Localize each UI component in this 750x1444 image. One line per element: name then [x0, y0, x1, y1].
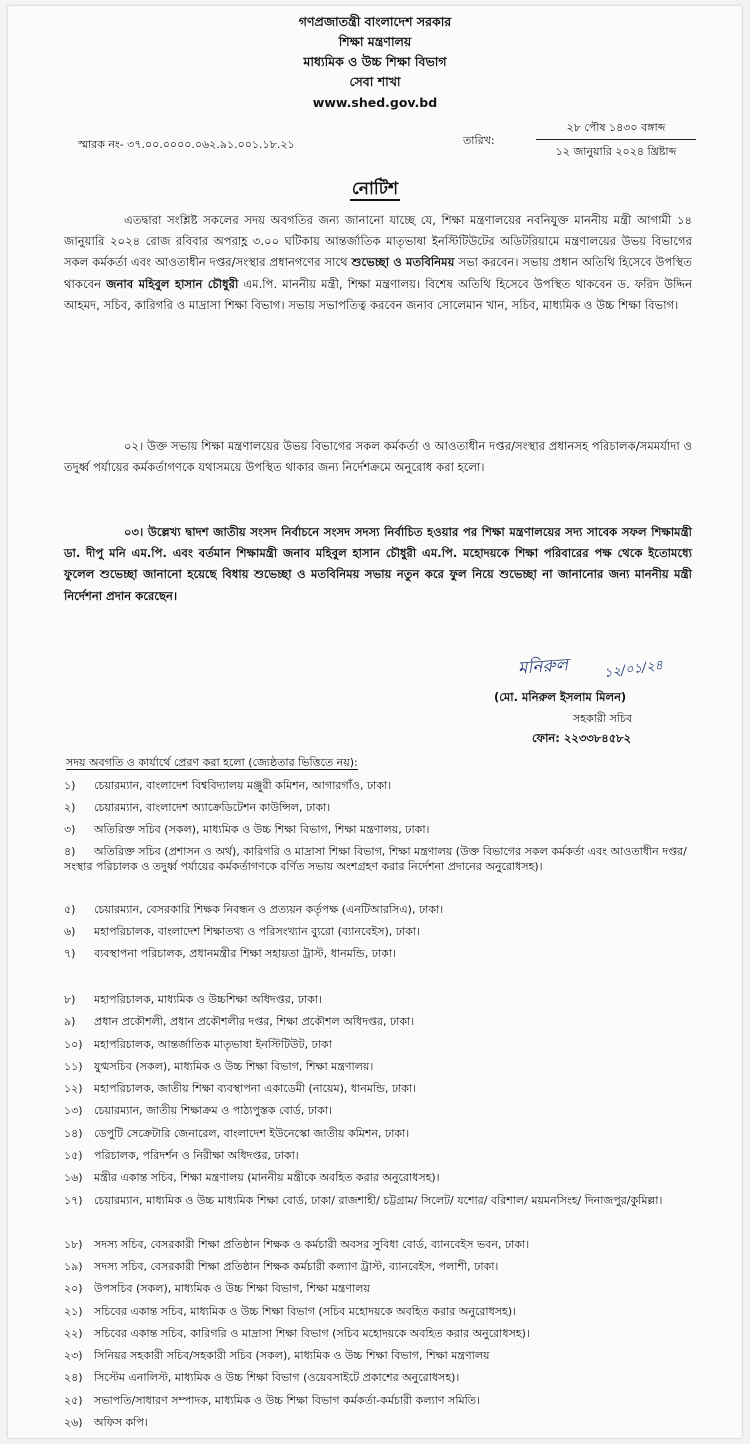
list-item: ৮) মহাপরিচালক, মাধ্যমিক ও উচ্চশিক্ষা অধিদপ্তর, ঢাকা।	[64, 993, 323, 1006]
meeting-type: শুভেচ্ছা ও মতবিনিময়	[351, 255, 455, 270]
list-item: ১৬) মন্ত্রীর একান্ত সচিব, শিক্ষা মন্ত্রণালয় (মাননীয় মন্ত্রীকে অবহিত করার অনুরোধসহ)।	[64, 1171, 440, 1185]
list-item: ২৪) সিস্টেম এনালিস্ট, মাধ্যমিক ও উচ্চ শিক্ষা বিভাগ (ওয়েবসাইটে প্রকাশের অনুরোধসহ)।	[64, 1371, 460, 1385]
list-item: ২৬) অফিস কপি।	[64, 1416, 148, 1430]
list-item: ১১) যুগ্মসচিব (সকল), মাধ্যমিক ও উচ্চ শিক্ষা বিভাগ, শিক্ষা মন্ত্রণালয়।	[64, 1059, 374, 1073]
paragraph-2: ০২। উক্ত সভায় শিক্ষা মন্ত্রণালয়ের উভয় বিভাগের সকল কর্মকর্তা ও আওতাধীন দপ্তর/সংস্থার প্রধানসহ পরিচালক/সমমর্যাদা ও তদুর্ধ্ব পর্যায়ের কর্মকর্তাগণকে যথাসময়ে উপস্থিত থাকার জন্য নির্দেশক্রমে অনুরোধ করা হলো।	[64, 439, 692, 475]
distribution-list-a	[64, 778, 704, 968]
govt-name: গণপ্রজাতন্ত্রী বাংলাদেশ সরকার	[298, 14, 452, 29]
notice-document	[8, 6, 742, 1438]
date-divider	[536, 139, 696, 140]
chief-guest-name: জনাব মহিবুল হাসান চৌধুরী	[106, 276, 239, 291]
date-bangla: ২৮ পৌষ ১৪৩০ বঙ্গাব্দ	[566, 121, 666, 134]
list-item: ১) চেয়ারম্যান, বাংলাদেশ বিশ্ববিদ্যালয় মঞ্জুরী কমিশন, আগারগাঁও, ঢাকা।	[64, 779, 392, 792]
list-item: ১৮) সদস্য সচিব, বেসরকারী শিক্ষা প্রতিষ্ঠান শিক্ষক ও কর্মচারী অবসর সুবিধা বোর্ড, ব্যানবেইস ভবন, ঢাকা।	[64, 1237, 530, 1251]
list-item: ১৩) চেয়ারম্যান, জাতীয় শিক্ষাক্রম ও পাঠ্যপুস্তক বোর্ড, ঢাকা।	[64, 1104, 333, 1118]
list-item: ৬) মহাপরিচালক, বাংলাদেশ শিক্ষাতথ্য ও পরিসংখ্যান ব্যুরো (ব্যানবেইস), ঢাকা।	[64, 925, 421, 938]
list-item: ১৪) ডেপুটি সেক্রেটারি জেনারেল, বাংলাদেশ ইউনেস্কো জাতীয় কমিশন, ঢাকা।	[64, 1126, 410, 1140]
distribution-list-b	[64, 992, 704, 1437]
list-item: ২) চেয়ারম্যান, বাংলাদেশ অ্যাক্রেডিটেশন কাউন্সিল, ঢাকা।	[64, 801, 331, 814]
list-item: ১৭) চেয়ারম্যান, মাধ্যমিক ও উচ্চ মাধ্যমিক শিক্ষা বোর্ড, ঢাকা/ রাজশাহী/ চট্টগ্রাম/ সিলেট/ যশোর/ বরিশাল/ ময়মনসিংহ/ দিনাজপুর/কুমিল্লা।	[64, 1193, 663, 1207]
list-item: ১৫) পরিচালক, পরিদর্শন ও নিরীক্ষা অধিদপ্তর, ঢাকা।	[64, 1149, 299, 1163]
signature-scrawl: মনিরুল	[517, 655, 569, 679]
list-item: ১০) মহাপরিচালক, আন্তর্জাতিক মাতৃভাষা ইনস্টিটিউট, ঢাকা	[64, 1037, 332, 1051]
signature-date: ১২/০১/২৪	[603, 657, 665, 682]
signatory-phone: ফোন: ২২৩৩৮৪৫৮২	[532, 731, 632, 745]
list-item: ৭) ব্যবস্থাপনা পরিচালক, প্রধানমন্ত্রীর শিক্ষা সহায়তা ট্রাস্ট, ধানমন্ডি, ঢাকা।	[64, 947, 396, 960]
list-item: ২২) সচিবের একান্ত সচিব, কারিগরি ও মাদ্রাসা শিক্ষা বিভাগ (সচিব মহোদয়কে অবহিত করার অনুরোধসহ)।	[64, 1326, 530, 1340]
memo-number: স্মারক নং- ৩৭.০০.০০০০.০৬২.৯১.০০১.১৮.২১	[78, 138, 295, 151]
division-name: মাধ্যমিক ও উচ্চ শিক্ষা বিভাগ	[303, 54, 447, 69]
list-item: ৩) অতিরিক্ত সচিব (সকল), মাধ্যমিক ও উচ্চ শিক্ষা বিভাগ, শিক্ষা মন্ত্রণালয়, ঢাকা।	[64, 823, 430, 836]
list-item: ৪) অতিরিক্ত সচিব (প্রশাসন ও অর্থ), কারিগরি ও মাদ্রাসা শিক্ষা বিভাগ, শিক্ষা মন্ত্রণালয় (উক্ত বিভাগের সকল কর্মকর্তা এবং আওতাধীন দপ্তর/সংস্থার পরিচালক ও তদুর্ধ্ব পর্যায়ের কর্মকর্তাগণকে বর্ণিত সভায় অংশগ্রহণ করার নির্দেশনা প্রদানের অনুরোধসহ)।	[64, 845, 687, 873]
list-item: ৯) প্রধান প্রকৌশলী, প্রধান প্রকৌশলীর দপ্তর, শিক্ষা প্রকৌশল অধিদপ্তর, ঢাকা।	[64, 1015, 415, 1029]
date-label: তারিখ:	[463, 134, 495, 147]
website-link[interactable]: www.shed.gov.bd	[312, 95, 438, 110]
list-item: ১২) মহাপরিচালক, জাতীয় শিক্ষা ব্যবস্থাপনা একাডেমী (নায়েম), ধানমন্ডি, ঢাকা।	[64, 1082, 417, 1096]
signatory-designation: সহকারী সচিব	[573, 712, 633, 725]
list-item: ২৩) সিনিয়র সহকারী সচিব/সহকারী সচিব (সকল), মাধ্যমিক ও উচ্চ শিক্ষা বিভাগ, শিক্ষা মন্ত্রণালয়	[64, 1349, 490, 1363]
list-item: ৫) চেয়ারম্যান, বেসরকারি শিক্ষক নিবন্ধন ও প্রত্যয়ন কর্তৃপক্ষ (এনটিআরসিএ), ঢাকা।	[64, 903, 444, 916]
date-english: ১২ জানুয়ারি ২০২৪ খ্রিষ্টাব্দ	[555, 145, 677, 158]
list-item: ২১) সচিবের একান্ত সচিব, মাধ্যমিক ও উচ্চ শিক্ষা বিভাগ (সচিব মহোদয়কে অবহিত করার অনুরোধসহ)।	[64, 1304, 517, 1318]
list-item: ২৫) সভাপতি/সাধারণ সম্পাদক, মাধ্যমিক ও উচ্চ শিক্ষা বিভাগ কর্মকর্তা-কর্মচারী কল্যাণ সমিতি।	[64, 1393, 480, 1407]
paragraph-1: এতদ্বারা সংশ্লিষ্ট সকলের সদয় অবগতির জন্য জানানো যাচ্ছে যে, শিক্ষা মন্ত্রণালয়ের নবনিযুক্ত মাননীয় মন্ত্রী আগামী ১৪ জানুয়ারি ২০২৪ রোজ রবিবার অপরাহ্ণ ৩.০০ ঘটিকায় আন্তর্জাতিক মাতৃভাষা ইনস্টিটিউটের অডিটরিয়ামে মন্ত্রণালয়ের উভয় বিভাগের সকল কর্মকর্তা এবং আওতাধীন দপ্তর/সংস্থার প্রধানগণের সাথে শুভেচ্ছা ও মতবিনিময় সভা করবেন। সভায় প্রধান অতিথি হিসেবে উপস্থিত থাকবেন জনাব মহিবুল হাসান চৌধুরী এম.পি. মাননীয় মন্ত্রী, শিক্ষা মন্ত্রণালয়। বিশেষ অতিথি হিসেবে উপস্থিত থাকবেন ড. ফরিদ উদ্দিন আহমদ, সচিব, কারিগরি ও মাদ্রাসা শিক্ষা বিভাগ। সভায় সভাপতিত্ব করবেন জনাব সোলেমান খান, সচিব, মাধ্যমিক ও উচ্চ শিক্ষা বিভাগ।	[64, 213, 693, 312]
paragraph-3: ০৩। উল্লেখ্য দ্বাদশ জাতীয় সংসদ নির্বাচনে সংসদ সদস্য নির্বাচিত হওয়ার পর শিক্ষা মন্ত্রণালয়ের সদ্য সাবেক সফল শিক্ষামন্ত্রী ডা. দীপু মনি এম.পি. এবং বর্তমান শিক্ষামন্ত্রী জনাব মহিবুল হাসান চৌধুরী এম.পি. মহোদয়কে শিক্ষা পরিবারের পক্ষ থেকে ইতোমধ্যে ফুলেল শুভেচ্ছা জানানো হয়েছে বিধায় শুভেচ্ছা ও মতবিনিময় সভায় নতুন করে ফুল নিয়ে শুভেচ্ছা না জানানোর জন্য মাননীয় মন্ত্রী নির্দেশনা প্রদান করেছেন।	[64, 525, 692, 603]
ministry-name: শিক্ষা মন্ত্রণালয়	[338, 34, 412, 49]
signatory-name: (মো. মনিরুল ইসলাম মিলন)	[494, 690, 627, 704]
notice-title: নোটিশ	[351, 179, 399, 199]
distribution-heading: সদয় অবগতি ও কার্যার্থে প্রেরণ করা হলো (জ্যেষ্ঠতার ভিত্তিতে নয়):	[66, 756, 358, 769]
branch-name: সেবা শাখা	[349, 74, 401, 89]
list-item: ১৯) সদস্য সচিব, বেসরকারী শিক্ষা প্রতিষ্ঠান শিক্ষক কর্মচারী কল্যাণ ট্রাস্ট, ব্যানবেইস, পলাশী, ঢাকা।	[64, 1259, 499, 1273]
list-item: ২০) উপসচিব (সকল), মাধ্যমিক ও উচ্চ শিক্ষা বিভাগ, শিক্ষা মন্ত্রণালয়	[64, 1282, 370, 1296]
